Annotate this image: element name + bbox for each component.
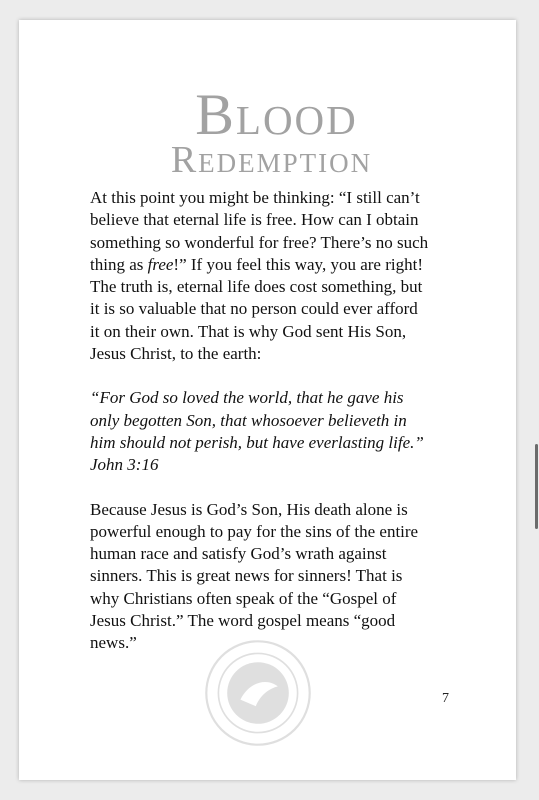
paragraph-1: [90, 187, 430, 365]
paragraph-1-start: At this point you might be thinking: “I still can’t believe that eternal life is free. How can I obtain something so wonderful for free? There’s no such thing as: [90, 188, 429, 274]
body-text: [90, 187, 430, 655]
scripture-quote-text: “For God so loved the world, that he gave his only begotten Son, that whosoever believeth in him should not perish, but have everlasting life.”: [90, 388, 424, 452]
chapter-title-line1: Blood: [195, 82, 358, 147]
paragraph-1-end: !” If you feel this way, you are right! The truth is, eternal life does cost something, but it is so valuable that no person could ever afford it on their own. That is why God sent His Son, Jesus Christ, to the earth:: [90, 254, 423, 364]
paragraph-2: Because Jesus is God’s Son, His death alone is powerful enough to pay for the sins of the entire human race and satisfy God’s wrath against sinners. This is great news for sinners! That is why Christians often speak of the “Gospel of Jesus Christ.” The word gospel means “good news.”: [90, 499, 419, 653]
chapter-title: [19, 82, 516, 181]
document-page: [19, 20, 516, 780]
scripture-quote: [90, 387, 430, 476]
chapter-title-line2: Redemption: [170, 139, 373, 181]
scrollbar-thumb[interactable]: [535, 444, 538, 529]
paragraph-1-italic-word: free: [147, 254, 174, 274]
scripture-reference: John 3:16: [90, 455, 159, 475]
page-number: 7: [442, 691, 449, 706]
watermark-seal-icon: [203, 638, 313, 748]
